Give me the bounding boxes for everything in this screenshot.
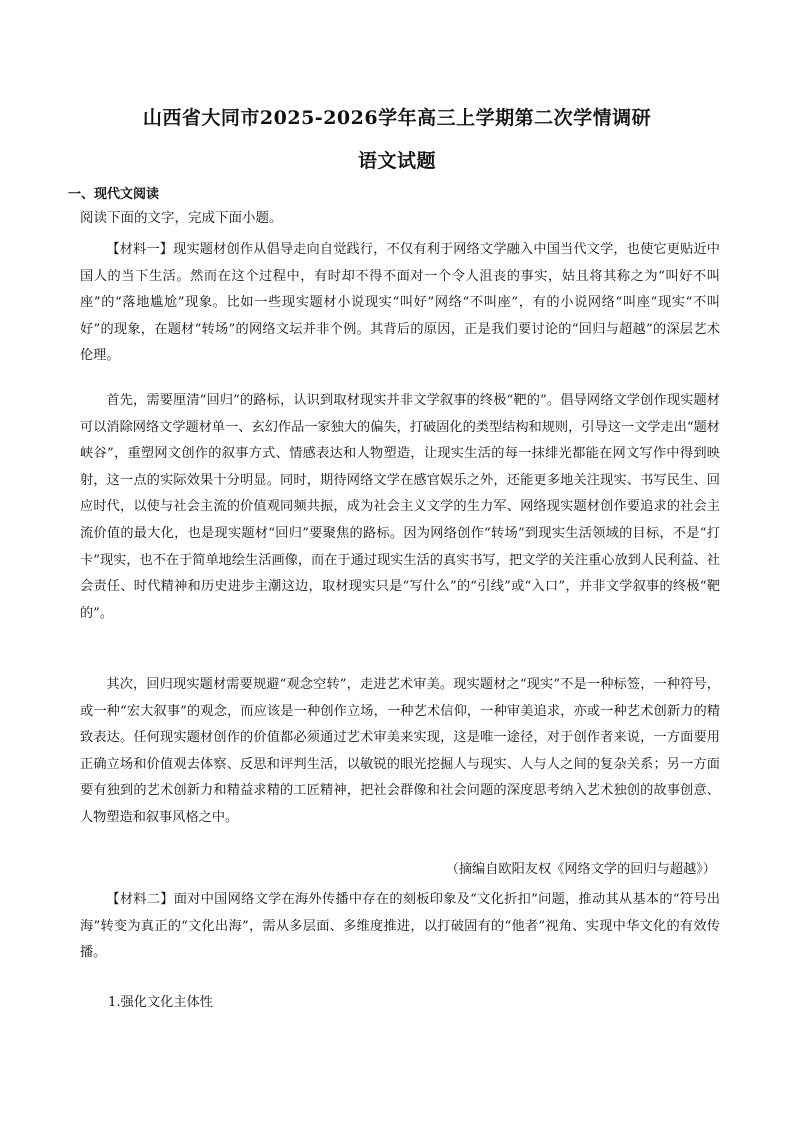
section-heading: 一、现代文阅读 [68, 187, 160, 202]
material-one-paragraph-2: 首先，需要厘清“回归”的路标，认识到取材现实并非文学叙事的终极“靶的”。倡导网络文学创作现实题材可以消除网络文学题材单一、玄幻作品一家独大的偏失，打破固化的类型结构和规则，引导这一文学走出“题材峡谷”，重塑网文创作的叙事方式、情感表达和人物塑造，让现实生活的每一抹绯光都能在网文写作中得到映射，这一点的实际效果十分明显。同时，期待网络文学在感官娱乐之外，还能更多地关注现实、书写民生、回应时代，以使与社会主流的价值观同频共振，成为社会主义文学的生力军、网络现实题材创作要追求的社会主流价值的最大化，也是现实题材“回归”要聚焦的路标。因为网络创作“转场”到现实生活领域的目标，不是“打卡”现实，也不在于简单地绘生活画像，而在于通过现实生活的真实书写，把文学的关注重心放到人民利益、社会责任、时代精神和历史进步主潮这边，取材现实只是“写什么”的“引线”或“入口”，并非文学叙事的终极“靶的”。 [80, 393, 720, 621]
material-one-paragraph-1: 【材料一】现实题材创作从倡导走向自觉践行，不仅有利于网络文学融入中国当代文学，也使它更贴近中国人的当下生活。然而在这个过程中，有时却不得不面对一个令人沮丧的事实，姑且将其称之为“叫好不叫座”的“落地尴尬”现象。比如一些现实题材小说现实“叫好”网络“不叫座”，有的小说网络“叫座”现实“不叫好”的现象，在题材“转场”的网络文坛并非个例。其背后的原因，正是我们要讨论的“回归与超越”的深层艺术伦理。 [80, 242, 720, 364]
exam-subtitle: 语文试题 [357, 150, 436, 172]
material-one-paragraph-3: 其次，回归现实题材需要规避“观念空转”，走进艺术审美。现实题材之“现实”不是一种标签，一种符号，或一种“宏大叙事”的观念，而应该是一种创作立场，一种艺术信仰，一种审美追求，亦或一种艺术创新力的精致表达。任何现实题材创作的价值都必须通过艺术审美来实现，这是唯一途径，对于创作者来说，一方面要用正确立场和价值观去体察、反思和评判生活，以敏锐的眼光挖掘人与现实、人与人之间的复杂关系；另一方面要有独到的艺术创新力和精益求精的工匠精神，把社会群像和社会问题的深度思考纳入艺术独创的故事创意、人物塑造和叙事风格之中。 [80, 677, 720, 825]
exam-title: 山西省大同市2025-2026学年高三上学期第二次学情调研 [142, 107, 652, 129]
source-citation: （摘编自欧阳友权《网络文学的回归与超越》） [445, 862, 716, 877]
material-two-subheading: 1.强化文化主体性 [108, 995, 213, 1010]
reading-instruction: 阅读下面的文字，完成下面小题。 [80, 210, 283, 226]
material-two-paragraph-1: 【材料二】面对中国网络文学在海外传播中存在的刻板印象及“文化折扣”问题，推动其从基本的“符号出海”转变为真正的“文化出海”，需从多层面、多维度推进，以打破固有的“他者”视角、实现中华文化的有效传播。 [80, 892, 720, 961]
